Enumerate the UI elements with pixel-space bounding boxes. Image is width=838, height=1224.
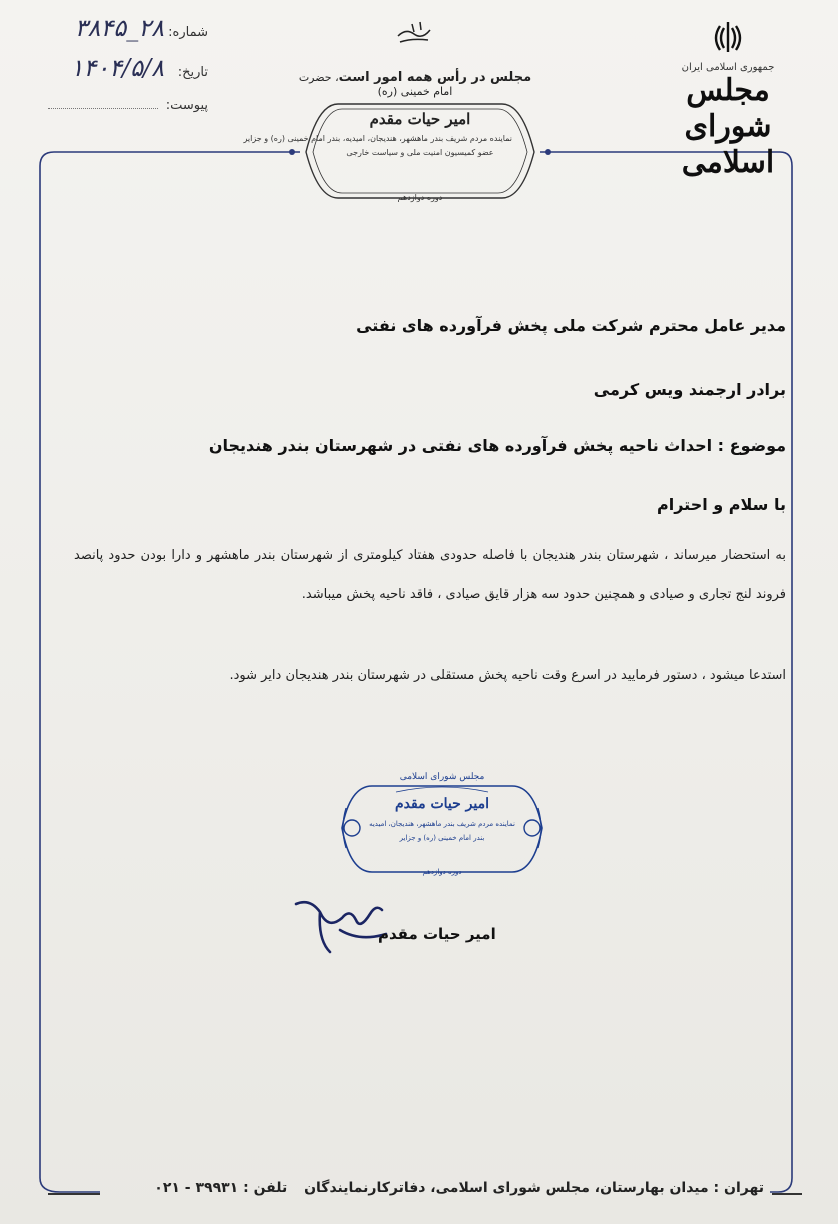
footer-address-text: تهران : میدان بهارستان، مجلس شورای اسلامی، دفاترکارنمایندگان — [304, 1180, 764, 1196]
date-label: تاریخ: — [177, 65, 208, 80]
logo-subtitle: جمهوری اسلامی ایران — [681, 62, 775, 73]
motto-text — [290, 70, 540, 98]
bismillah-icon — [394, 18, 434, 48]
signer-name: امیر حیات مقدم — [378, 925, 496, 943]
iran-emblem-icon — [708, 18, 748, 56]
logo-title: مجلس شورای اسلامی — [681, 73, 775, 180]
brother-line: برادر ارجمند ویس کرمی — [593, 380, 786, 399]
cartouche-name: امیر حیات مقدم — [369, 110, 471, 128]
attachment-label: پیوست: — [165, 98, 208, 113]
stamp-line-2: بندر امام خمینی (ره) و جزایر — [399, 834, 485, 842]
letter-metadata — [28, 14, 208, 134]
number-label: شماره: — [168, 25, 208, 40]
number-value: ۳۸۴۵_۲۸ — [74, 14, 164, 42]
footer-dash-right — [772, 1193, 802, 1195]
motto-bold: مجلس در رأس همه امور است — [338, 70, 532, 85]
footer-phone: تلفن : ۳۹۹۳۱ - ۰۲۱ — [154, 1180, 288, 1196]
attachment-row — [28, 94, 208, 134]
date-row — [28, 54, 208, 94]
stamp-title: امیر حیات مقدم — [394, 796, 489, 812]
cartouche-line-1: نماینده مردم شریف بندر ماهشهر، هندیجان، امیدیه، بندر امام خمینی (ره) و جزایر — [243, 134, 512, 143]
subject-line: موضوع : احداث ناحیه پخش فرآورده های نفتی در شهرستان بندر هندیجان — [208, 436, 786, 455]
parliament-logo — [648, 18, 808, 180]
stamp-line-1: نماینده مردم شریف بندر ماهشهر، هندیجان، امیدیه — [369, 820, 515, 828]
header-cartouche — [243, 100, 542, 204]
footer-dash-left — [48, 1193, 100, 1195]
official-stamp — [336, 768, 548, 886]
motto-rest: ، حضرت امام خمینی (ره) — [298, 71, 453, 98]
attachment-dots — [48, 94, 158, 109]
handwritten-signature — [290, 890, 390, 960]
greeting-line: با سلام و احترام — [657, 495, 786, 514]
footer-address — [104, 1180, 764, 1196]
addressee-line: مدیر عامل محترم شرکت ملی پخش فرآورده های نفتی — [356, 316, 786, 335]
cartouche-term: دوره دوازدهم — [397, 193, 443, 202]
stamp-top-text: مجلس شورای اسلامی — [399, 772, 485, 782]
body-paragraph-2: استدعا میشود ، دستور فرمایید در اسرع وقت ناحیه پخش مستقلی در شهرستان بندر هندیجان دایر شود. — [229, 668, 786, 683]
stamp-term: دوره دوازدهم — [422, 868, 462, 876]
cartouche-line-2: عضو کمیسیون امنیت ملی و سیاست خارجی — [346, 148, 494, 157]
number-row — [28, 14, 208, 54]
date-value: ۱۴۰۴/۵/۸ — [70, 54, 164, 82]
body-paragraph-1: به استحضار میرساند ، شهرستان بندر هندیجان با فاصله حدودی هفتاد کیلومتری از شهرستان بندر ماهشهر و دارا بودن حدود پانصد فروند لنج تجاری و صیادی و همچنین حدود سه هزار قایق صیادی ، فاقد ناحیه پخش میباشد. — [74, 548, 786, 602]
